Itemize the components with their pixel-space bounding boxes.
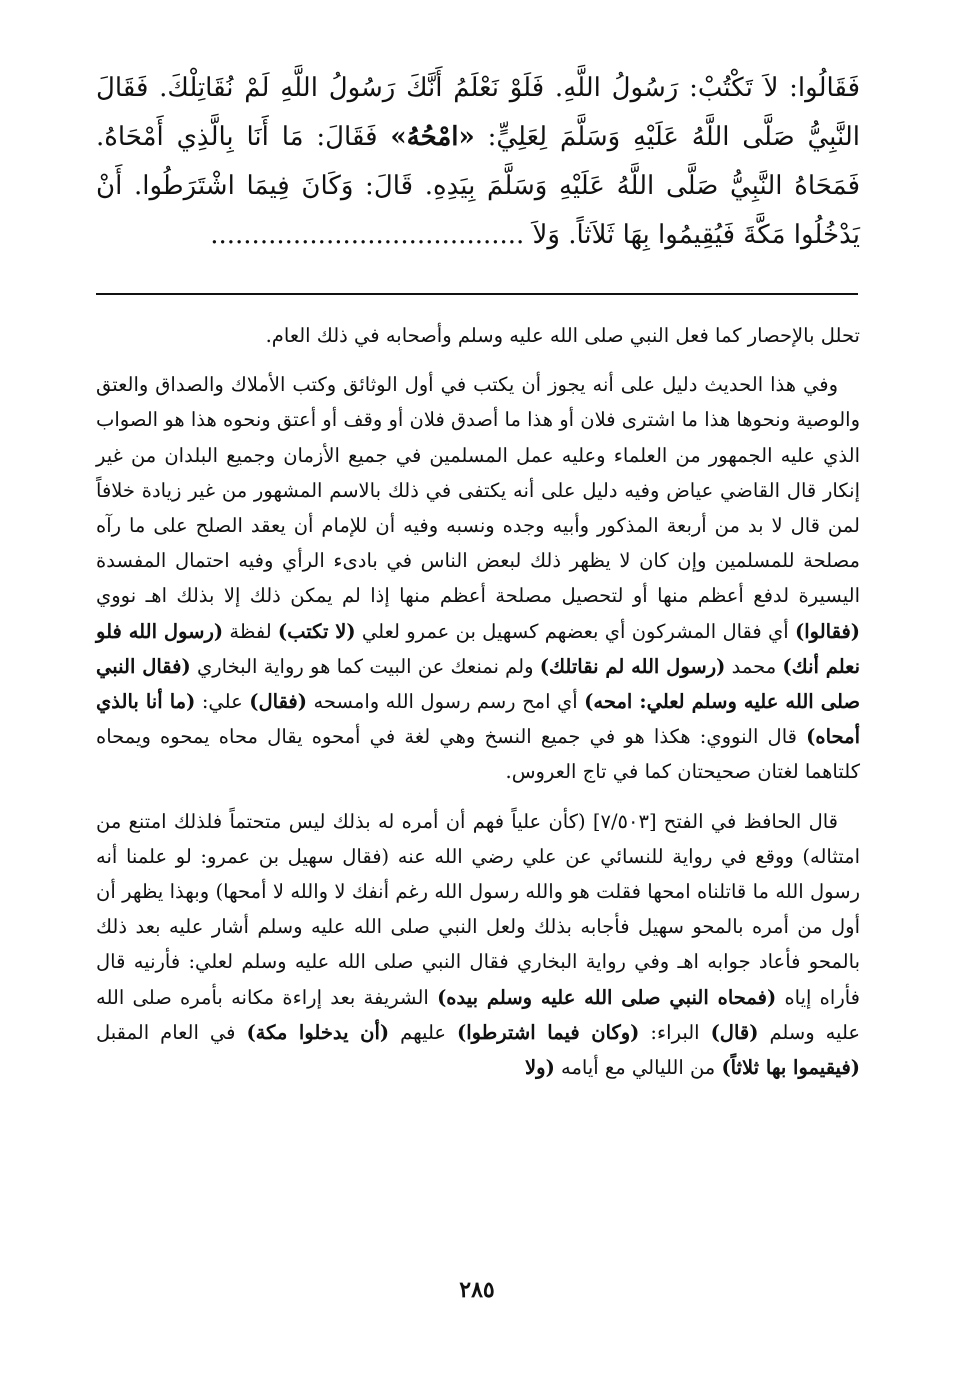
quoted-text: (فمحاه النبي صلى الله عليه وسلم بيده) [437,985,777,1009]
commentary-text: في العام المقبل [96,1020,236,1044]
quoted-text: (فقالوا) [794,619,860,643]
quoted-text: (فقال) [249,690,307,714]
hadith-ellipsis: ...................................... [210,220,525,250]
commentary-text: قال النووي: هكذا هو في جميع النسخ وهي لغة في أمحوه يقال محاه يمحوه ويمحاه كلتاهما لغتان صحيحتان كما في تاج العروس. [96,725,860,784]
commentary-paragraph-1: تحلل بالإحصار كما فعل النبي صلى الله عليه وسلم وأصحابه في ذلك العام. [265,324,860,347]
commentary-text: محمد [731,654,777,678]
commentary [96,318,860,1099]
quoted-text: (ما أنا بالذي أمحاه) [96,690,861,749]
page-number: ٢٨٥ [459,1277,495,1303]
commentary-paragraph-3 [96,804,860,1086]
hadith-segment: فَقَالَ: مَا أَنَا بِالَّذِي أَمْحَاهُ. فَمَحَاهُ النَّبِيُّ صَلَّى اللَّهُ عَلَيْهِ وَسَلَّمَ بِيَدِهِ. قَالَ: وَكَانَ فِيمَا اشْتَرَطُوا. أَنْ يَدْخُلُوا مَكَّةَ فَيُقِيمُوا بِهَا ثَلاَثاً. وَلاَ [96,122,860,250]
hadith-quote: «امْحُهُ» [390,122,475,152]
commentary-text: البراء: [650,1020,700,1044]
commentary-text: أي امح رسم رسول الله وامسحه [313,690,578,714]
quoted-text: (أن يدخلوا مكة) [246,1020,390,1044]
hadith-text [96,64,860,260]
commentary-text: الشريفة بعد إراءة مكانه بأمره صلى الله عليه وسلم [96,985,861,1044]
quoted-text: (فقال النبي صلى الله عليه وسلم لعلي: امحه) [96,654,861,714]
quoted-text: (قال) [710,1020,759,1044]
footnote-divider [96,293,858,295]
quoted-text: (ولا [525,1056,555,1080]
quoted-text: (لا تكتب) [277,619,356,643]
commentary-text: ولم نمنعك عن البيت كما هو رواية البخاري [196,654,534,678]
quoted-text: (رسول الله لم نقاتلك) [539,654,726,678]
commentary-text: لفظة [229,619,272,643]
commentary-text: علي: [201,690,243,714]
hadith-segment: فَقَالُوا: لاَ تَكْتُبْ: رَسُولُ اللَّهِ. فَلَوْ نَعْلَمُ أَنَّكَ رَسُولُ اللَّهِ لَمْ نُقَاتِلْكَ. فَقَالَ النَّبِيُّ صَلَّى اللَّهُ عَلَيْهِ وَسَلَّمَ لِعَلِيٍّ: [96,73,860,152]
commentary-text: وفي هذا الحديث دليل على أنه يجوز أن يكتب في أول الوثائق وكتب الأملاك والصداق والعتق والوصية ونحوها هذا ما اشترى فلان أو هذا ما أصدق فلان أو وقف أو أعتق ونحوه هذا هو الصواب الذي عليه الجمهور من العلماء وعليه عمل المسلمين في جميع الأزمان وجميع البلدان من غير إنكار قال القاضي عياض وفيه دليل على أنه يكتفى في ذلك بالاسم المشهور من غير زيادة خلافاً لمن قال لا بد من أربعة المذكور وأبيه وجده ونسبه وفيه أن للإمام أن يعقد الصلح على ما رآه مصلحة للمسلمين وإن كان لا يظهر ذلك لبعض الناس في بادىء الرأي وفيه احتمال المفسدة اليسيرة لدفع أعظم منها أو لتحصيل مصلحة أعظم منها إذا لم يمكن ذلك إلا بذلك اهـ نووي [95,373,860,608]
commentary-text: عليهم [400,1020,447,1044]
quoted-text: (فيقيموا بها ثلاثاً) [721,1056,860,1080]
commentary-text: قال الحافظ في الفتح [٧/٥٠٣] (كأن علياً فهم أن أمره له بذلك ليس متحتماً فلذلك امتنع من امتثاله) ووقع في رواية للنسائي عن علي رضي الله عنه (فقال سهيل بن عمرو: لو علمنا أنه رسول الله ما قاتلناه امحها فقلت هو والله رسول الله رغم أنفك لا والله لا أمحها) وبهذا يظهر أن أول من أمره بالمحو سهيل فأجابه بذلك ولعل النبي صلى الله عليه وسلم أشار عليه بعد ذلك بالمحو فأعاد جوابه اهـ وفي رواية البخاري فقال النبي صلى الله عليه وسلم لعلي: فأرنيه قال فأراه إياه [96,809,861,1009]
commentary-text: أي فقال المشركون أي بعضهم كسهيل بن عمرو لعلي [361,619,789,643]
quoted-text: (وكان فيما اشترطوا) [457,1020,640,1044]
commentary-text: من الليالي مع أيامه [561,1056,716,1080]
commentary-paragraph-2 [96,367,860,789]
quoted-text: (رسول الله فلو نعلم أنك) [96,619,860,678]
